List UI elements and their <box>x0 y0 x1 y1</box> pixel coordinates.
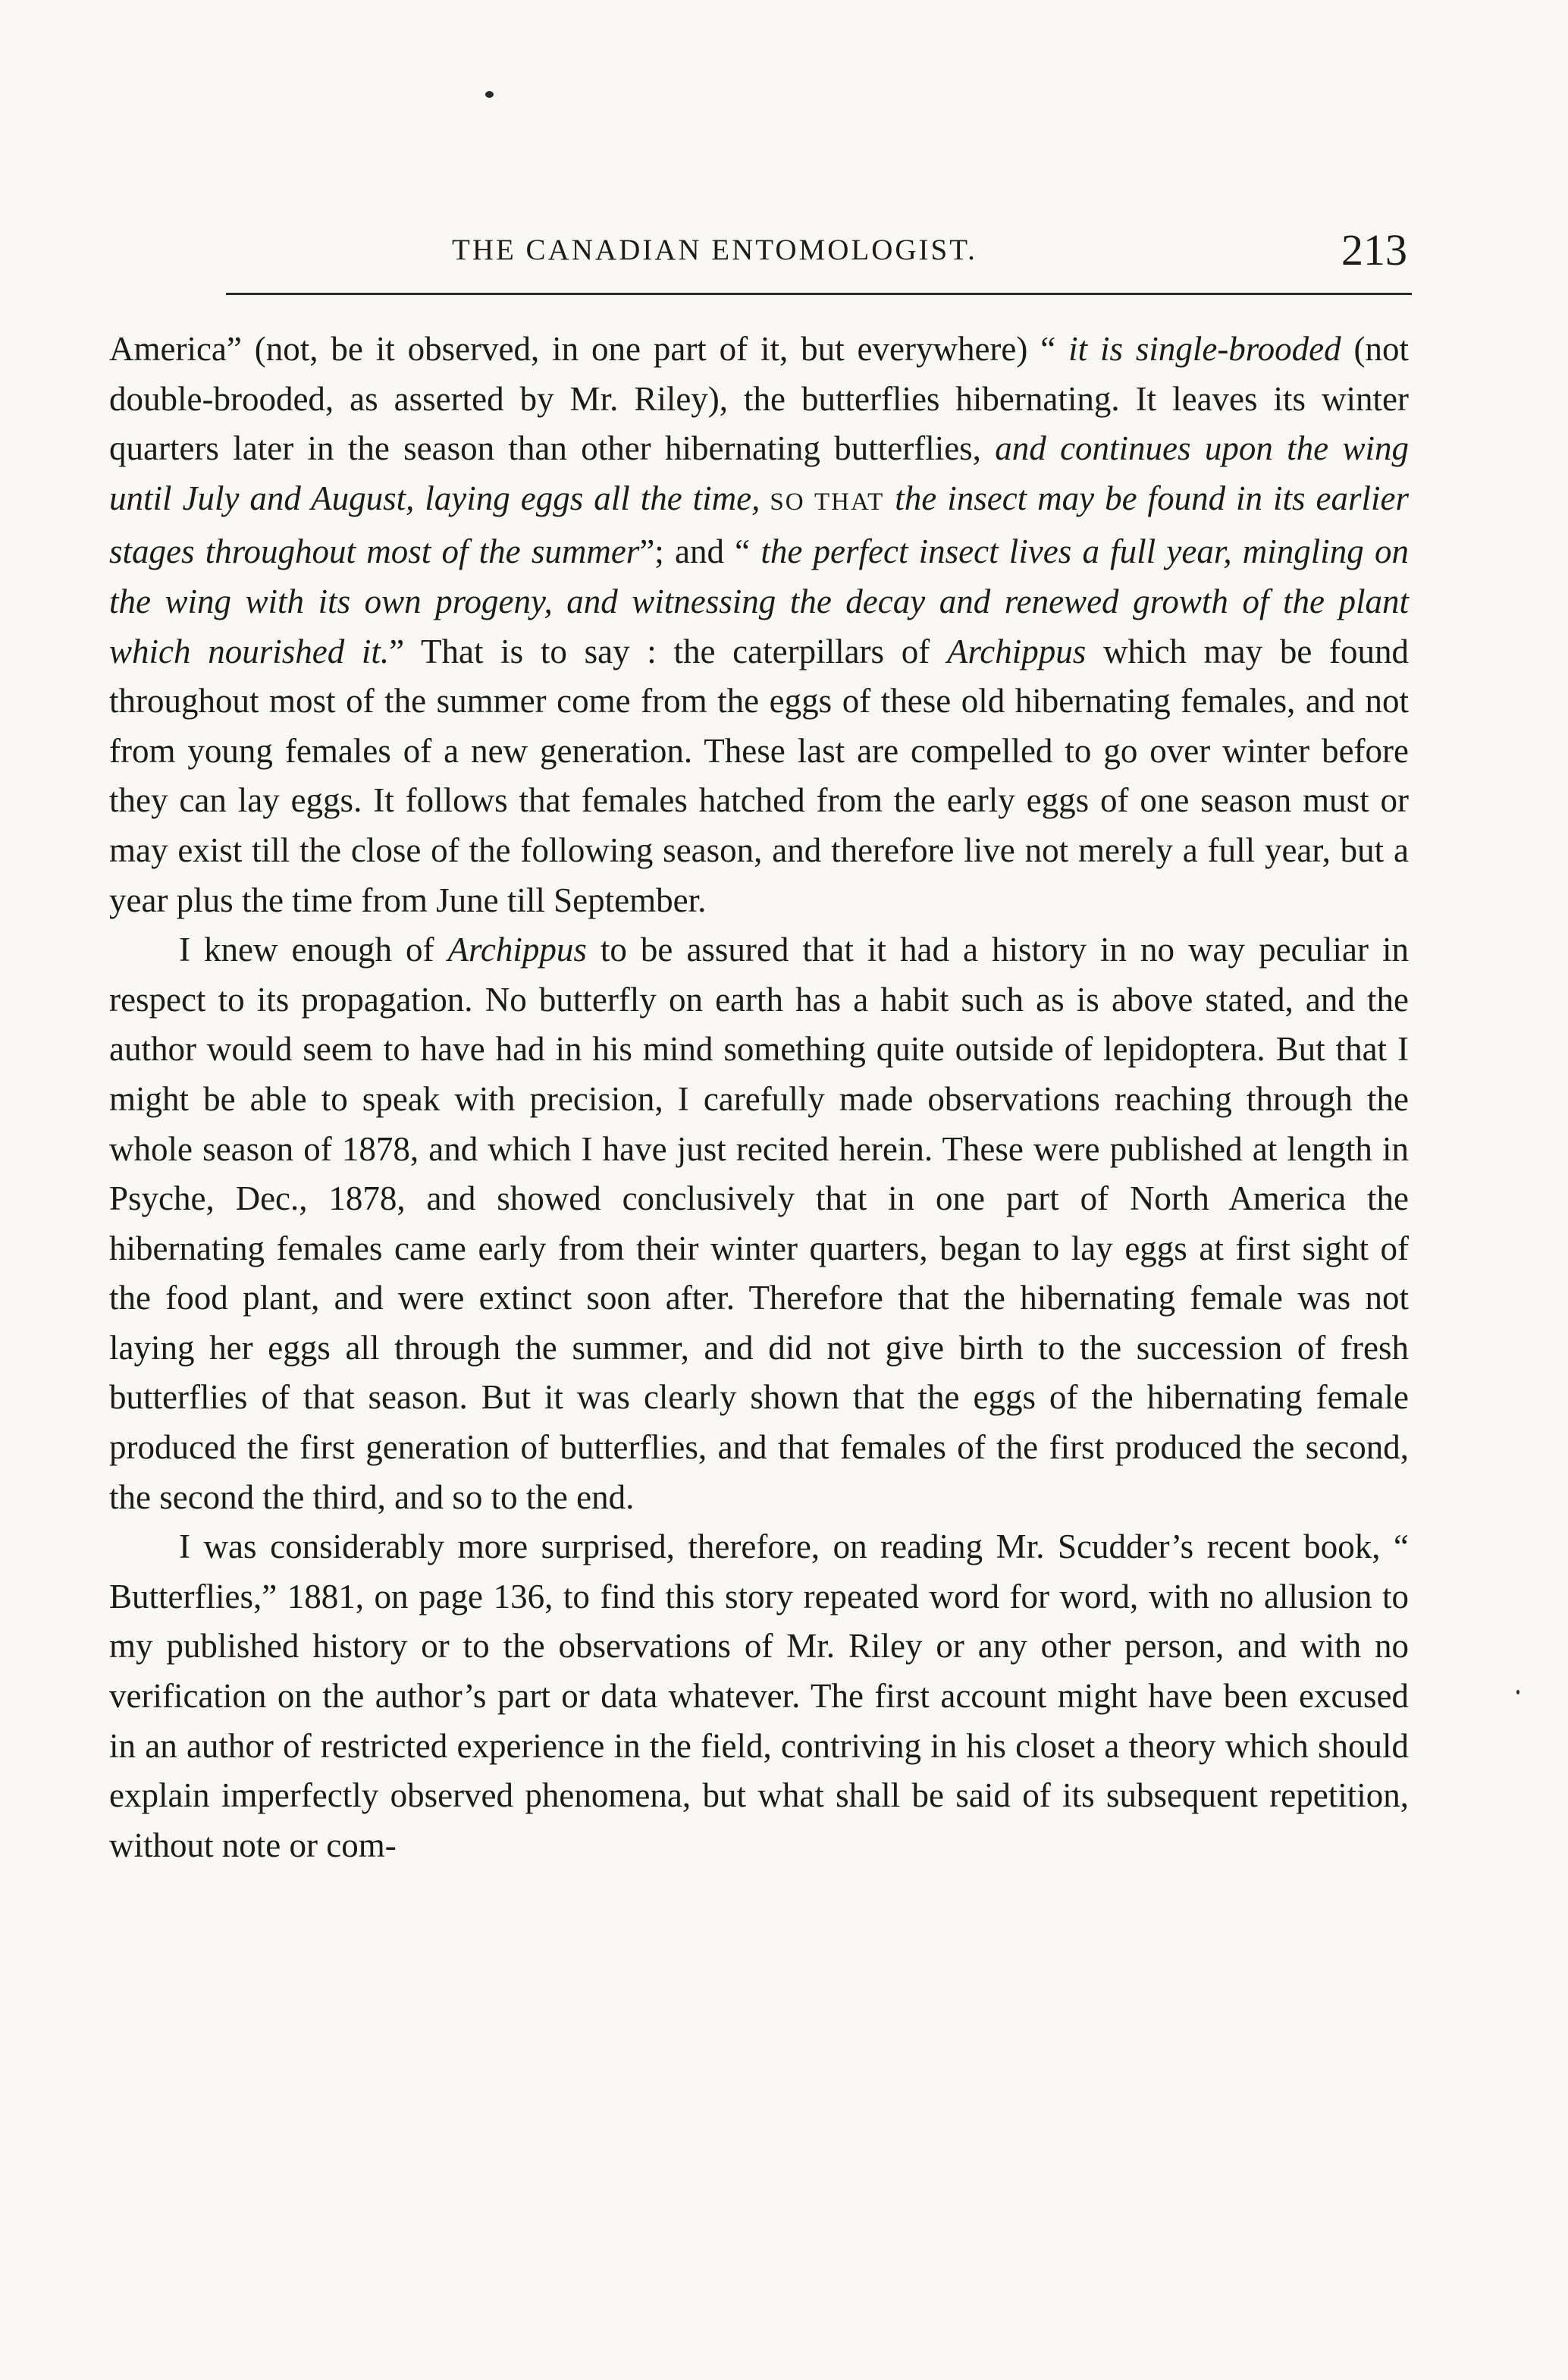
text-run: which may be found throughout most of the summer come from the eggs of these old hibernating females, and not from young females of a new generation. These last are compelled to go over winter before they can lay eggs. It follows that females hatched from the early eggs of one season must or may exist till the close of the following season, and therefore live not merely a full year, but a year plus the time from June till September. <box>109 632 1409 919</box>
ink-speck <box>1516 1690 1519 1694</box>
italic-run: and continues upon the wing until July and August, laying eggs all the time, <box>109 429 1409 517</box>
text-run: I knew enough of <box>179 931 448 969</box>
italic-run: the insect may be found in its earlier stages throughout most of the summer <box>109 479 1409 571</box>
text-run: America” (not, be it observed, in one part of it, but everywhere) “ <box>109 330 1069 368</box>
text-run <box>884 479 895 517</box>
text-run: ” That is to say : the caterpillars of <box>389 632 947 670</box>
page-number: 213 <box>1341 225 1407 275</box>
paragraph <box>109 925 1409 1522</box>
paragraph <box>109 1522 1409 1870</box>
text-run: (not double-brooded, as asserted by Mr. Riley), the butterflies hibernating. It leaves its winter quarters later in the season than other hibernating butterflies, <box>109 330 1409 468</box>
text-run: ”; and “ <box>639 532 761 571</box>
running-header <box>452 220 1407 281</box>
text-run: to be assured that it had a history in no way peculiar in respect to its propagation. No butterfly on earth has a habit such as is above stated, and the author would seem to have had in his mind something quite outside of lepidoptera. But that I might be able to speak with precision, I carefully made observations reaching through the whole season of 1878, and which I have just recited herein. These were published at length in Psyche, Dec., 1878, and showed conclusively that in one part of North America the hibernating females came early from their winter quarters, began to lay eggs at first sight of the food plant, and were extinct soon after. Therefore that the hibernating female was not laying her eggs all through the summer, and did not give birth to the succession of fresh butterflies of that season. But it was clearly shown that the eggs of the hibernating female produced the first generation of butterflies, and that females of the first produced the second, the second the third, and so to the end. <box>109 931 1410 1516</box>
body-text <box>109 325 1409 1870</box>
italic-run: Archippus <box>946 632 1087 670</box>
paragraph <box>109 325 1409 925</box>
running-title: THE CANADIAN ENTOMOLOGIST. <box>452 234 977 266</box>
italic-run: it is single-brooded <box>1068 330 1341 368</box>
italic-run: the perfect insect lives a full year, mingling on the wing with its own progeny, and witnessing the decay and renewed growth of the plant which nourished it. <box>109 532 1409 670</box>
header-rule <box>226 293 1412 295</box>
text-run: I was considerably more surprised, therefore, on reading Mr. Scudder’s recent book, “ Butterflies,” 1881, on page 136, to find this story repeated word for word, with no allusion to my published history or to the observations of Mr. Riley or any other person, and with no verification on the author’s part or data whatever. The first account might have been excused in an author of restricted experience in the field, contriving in his closet a theory which should explain imperfectly observed phenomena, but what shall be said of its subsequent repetition, without note or com- <box>109 1528 1409 1864</box>
ink-speck <box>485 91 494 98</box>
italic-run: Archippus <box>447 931 587 969</box>
small-caps-run: SO THAT <box>760 488 885 516</box>
